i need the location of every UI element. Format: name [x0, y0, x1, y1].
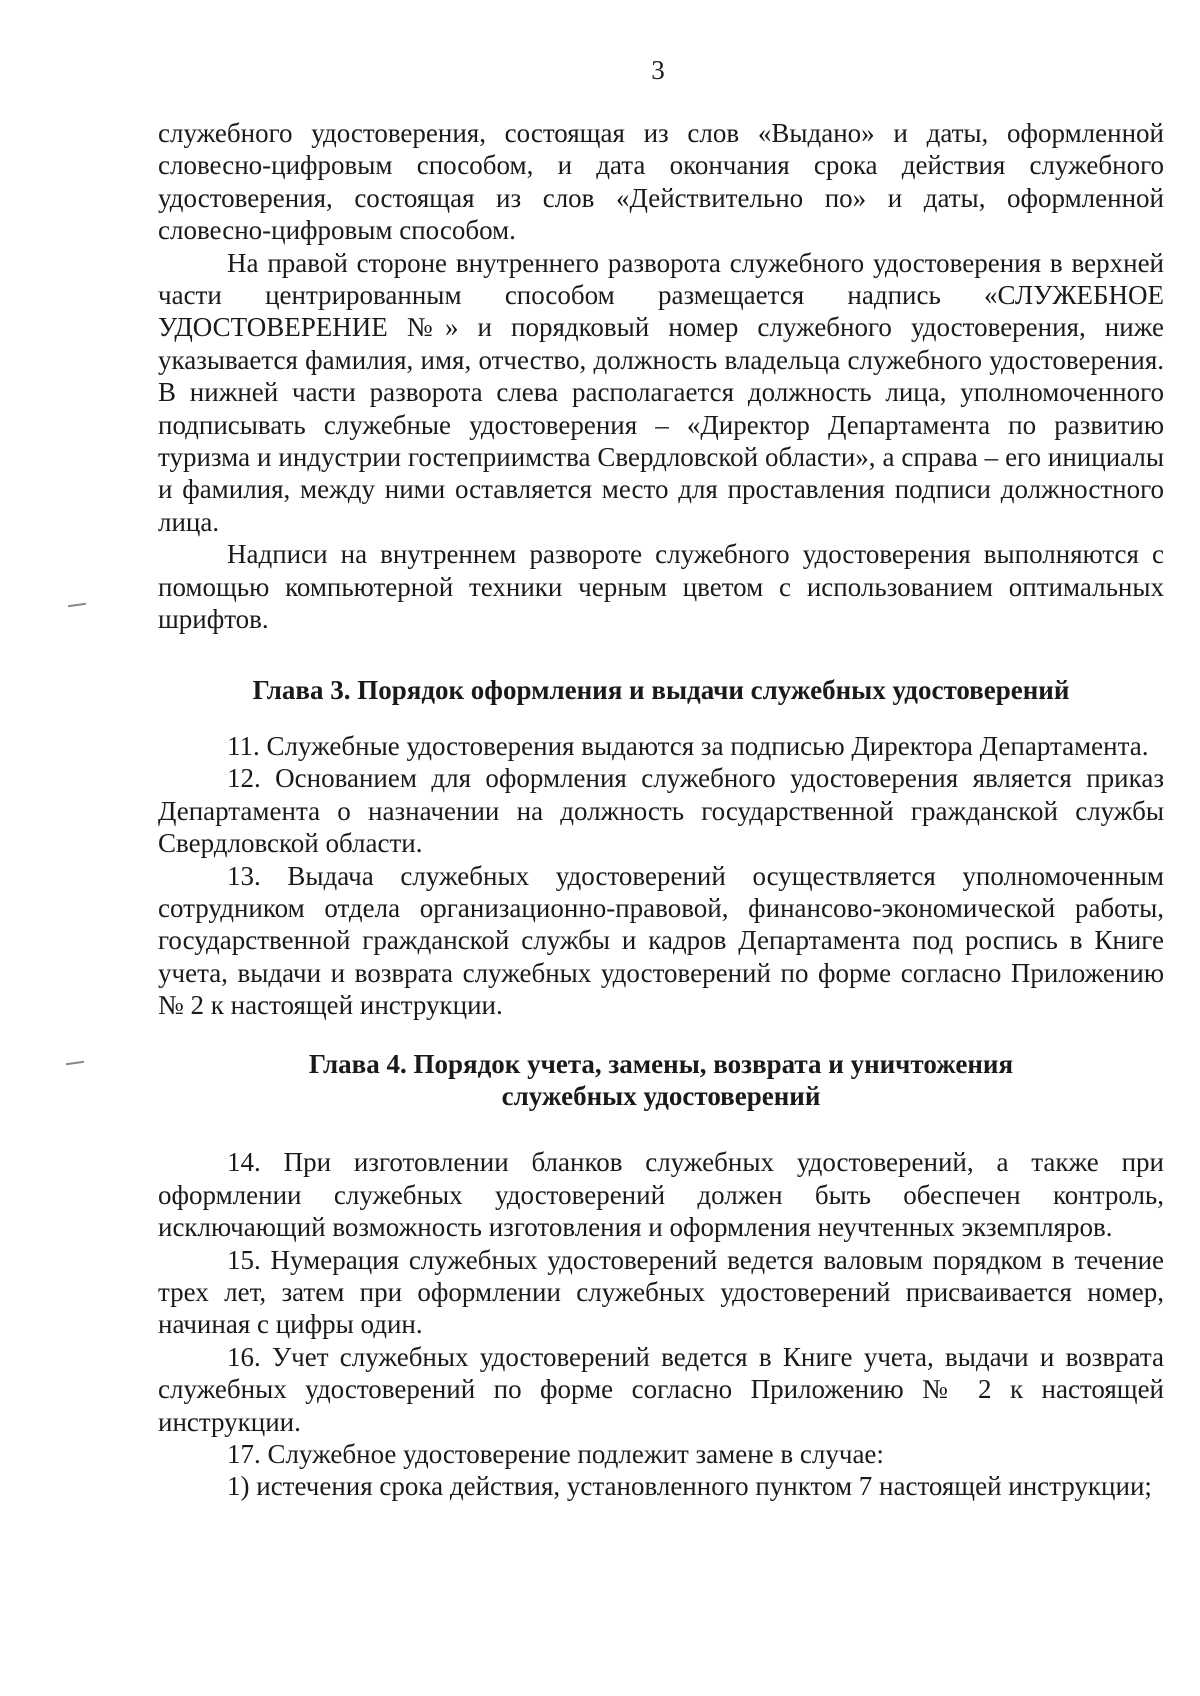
margin-mark-bottom — [66, 1061, 84, 1065]
clause-12: 12. Основанием для оформления служебного удостоверения является приказ Департамента о назначении на должность государственной гражданской службы Свердловской области. — [158, 763, 1164, 859]
clause-17: 17. Служебное удостоверение подлежит замене в случае: — [227, 1439, 884, 1470]
chapter-4-heading-line-1: Глава 4. Порядок учета, замены, возврата и уничтожения — [308, 1048, 1014, 1079]
chapter-3-heading: Глава 3. Порядок оформления и выдачи служебных удостоверений — [252, 674, 1070, 705]
paragraph-continuation: служебного удостоверения, состоящая из слов «Выдано» и даты, оформленной словесно-цифровым способом, и дата окончания срока действия служебного удостоверения, состоящая из слов «Действительно по» и даты, оформленной словесно-цифровым способом. — [158, 118, 1164, 246]
paragraph-inscriptions: Надписи на внутреннем развороте служебного удостоверения выполняются с помощью компьютерной техники черным цветом с использованием оптимальных шрифтов. — [158, 539, 1164, 635]
clause-13: 13. Выдача служебных удостоверений осуществляется уполномоченным сотрудником отдела организационно-правовой, финансово-экономической работы, государственной гражданской службы и кадров Департамента под роспись в Книге учета, выдачи и возврата служебных удостоверений по форме согласно Приложению № 2 к настоящей инструкции. — [158, 860, 1164, 1021]
margin-mark-top — [68, 603, 86, 607]
chapter-4-heading-line-2: служебных удостоверений — [501, 1080, 821, 1111]
clause-11: 11. Служебные удостоверения выдаются за подписью Директора Департамента. — [227, 730, 1149, 761]
clause-17-item-1: 1) истечения срока действия, установленного пунктом 7 настоящей инструкции; — [227, 1471, 1152, 1502]
clause-15: 15. Нумерация служебных удостоверений ведется валовым порядком в течение трех лет, затем при оформлении служебных удостоверений присваивается номер, начиная с цифры один. — [158, 1244, 1164, 1340]
document-body — [158, 117, 1164, 1503]
clause-16: 16. Учет служебных удостоверений ведется в Книге учета, выдачи и возврата служебных удостоверений по форме согласно Приложению № 2 к настоящей инструкции. — [158, 1341, 1164, 1437]
paragraph-right-side-spread: На правой стороне внутреннего разворота служебного удостоверения в верхней части центрированным способом размещается надпись «СЛУЖЕБНОЕ УДОСТОВЕРЕНИЕ №» и порядковый номер служебного удостоверения, ниже указывается фамилия, имя, отчество, должность владельца служебного удостоверения. В нижней части разворота слева располагается должность лица, уполномоченного подписывать служебные удостоверения – «Директор Департамента по развитию туризма и индустрии гостеприимства Свердловской области», а справа – его инициалы и фамилия, между ними оставляется место для проставления подписи должностного лица. — [158, 247, 1164, 537]
chapter-4-heading — [158, 1048, 1164, 1113]
page-number: 3 — [651, 55, 665, 85]
clause-14: 14. При изготовлении бланков служебных удостоверений, а также при оформлении служебных удостоверений должен быть обеспечен контроль, исключающий возможность изготовления и оформления неучтенных экземпляров. — [158, 1147, 1164, 1243]
